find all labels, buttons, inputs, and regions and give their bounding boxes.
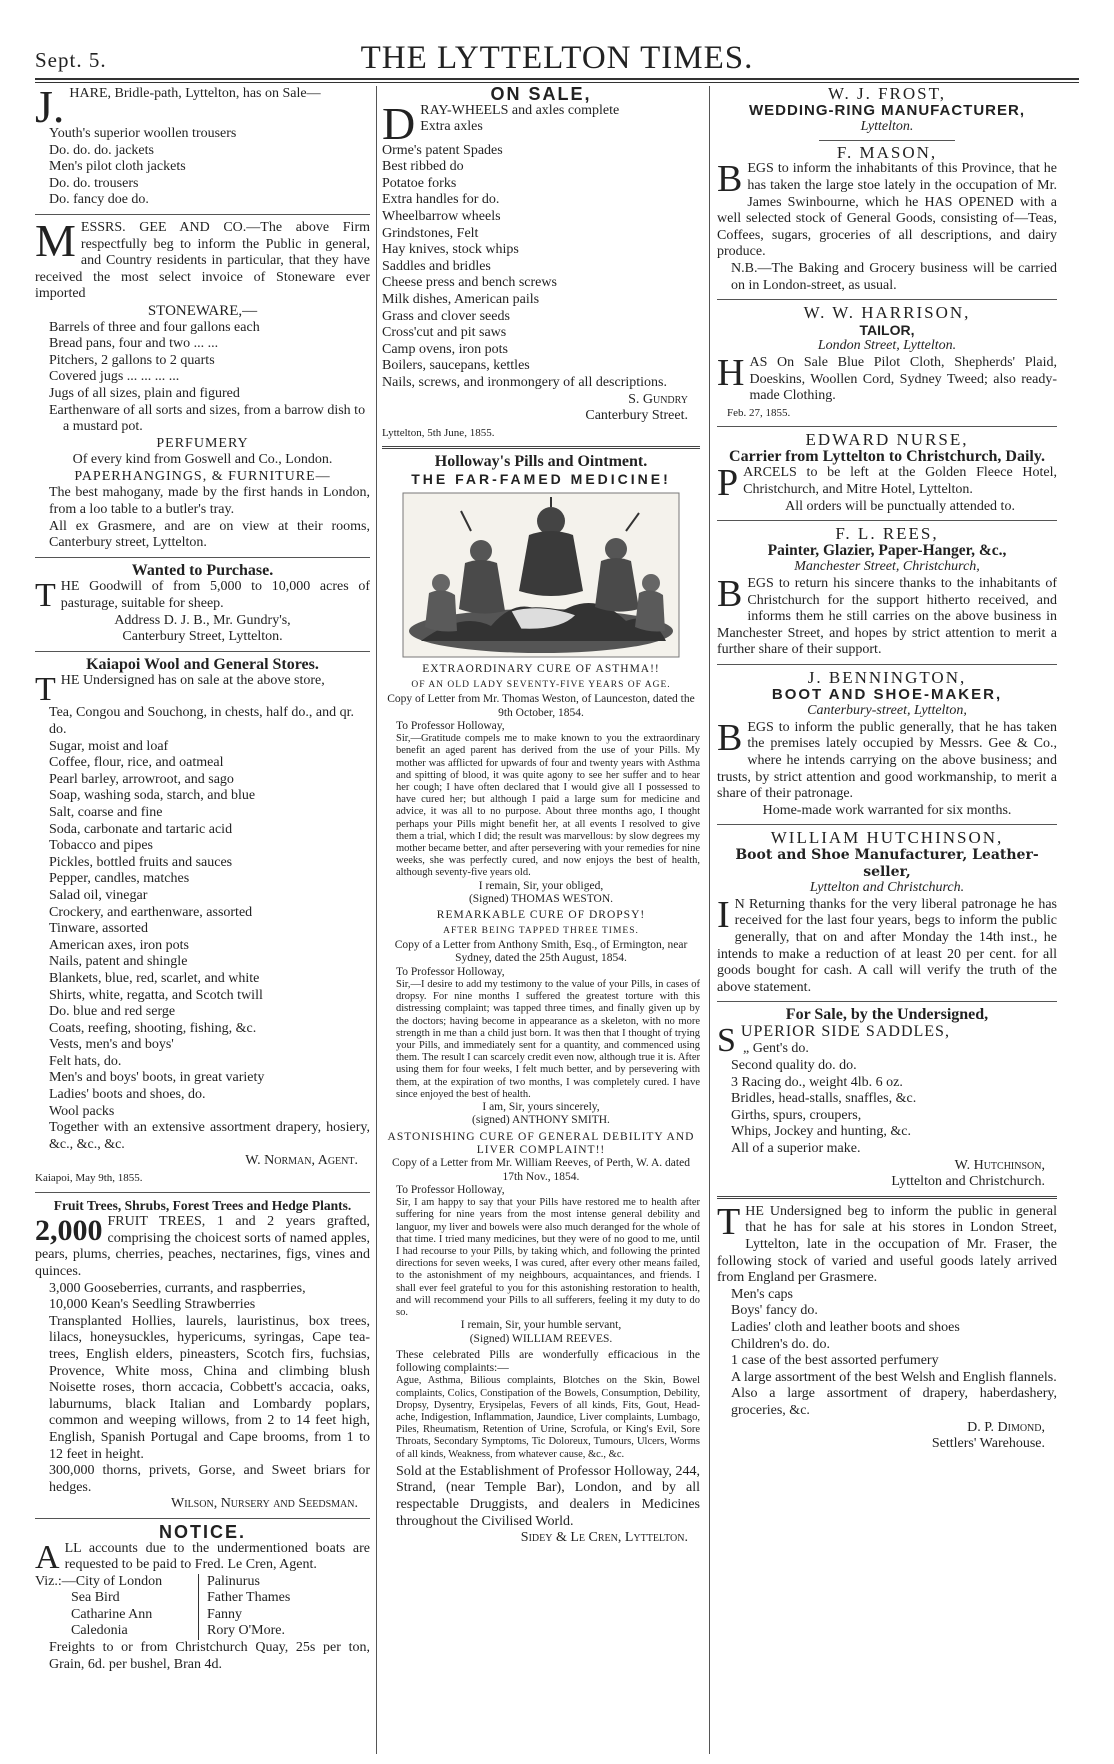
ad-divider [717, 824, 1057, 825]
list-item: Milk dishes, American pails [382, 291, 540, 307]
ad-divider [717, 664, 1057, 665]
ad-signature: Settlers' Warehouse. [931, 1436, 1045, 1452]
testimonial-subheading: OF AN OLD LADY SEVENTY-FIVE YEARS OF AGE. [411, 679, 671, 690]
list-item: All of a superior make. [731, 1141, 861, 1157]
testimonial-signature: (Signed) THOMAS WESTON. [468, 892, 614, 905]
ad-divider [717, 520, 1057, 521]
ad-text: 3,000 Gooseberries, currants, and raspberries, [49, 1280, 306, 1296]
column-divider [376, 86, 377, 1754]
advertiser-name: WILLIAM HUTCHINSON, [770, 828, 1004, 848]
list-item: Soda, carbonate and tartaric acid [49, 821, 233, 837]
advertiser-place: London Street, Lyttelton. [817, 338, 957, 354]
complaints-list: Ague, Asthma, Bilious complaints, Blotches on the Skin, Bowel complaints, Colics, Constipation of the Bowels, Consumption, Debility, Dropsy, Dysentry, Erysipelas, Fevers of all kinds, Fits, Gout, Head-ache, Indigestion, Inflammation, Jaundice, Liver complaints, Lumbago, Piles, Rheumatism, Retention of Urine, Scrofula, or King's Evil, Sore Throats, Secondary Symptoms, Tic Doloreux, Tumours, Ulcers, Worms of all kinds, Weakness, from whatever cause, &c., &c. [396, 1375, 700, 1460]
list-item: Tea, Congou and Souchong, in chests, half do., and qr. do. [49, 705, 355, 737]
ad-text: The best mahogany, made by the first hands in London, from a loo table to a butler's tray. [49, 485, 370, 518]
list-item: Hay knives, stock whips [382, 242, 519, 258]
list-item: Rory O'More. [207, 1623, 285, 1639]
ad-notice [35, 1521, 370, 1673]
ad-text: All ex Grasmere, and are on view at their rooms, Canterbury street, Lyttelton. [49, 518, 370, 551]
column-right [717, 86, 1057, 1756]
drop-cap: P [717, 462, 739, 505]
ad-text: A large assortment of the best Welsh and English flannels. [731, 1369, 1057, 1385]
list-item: American axes, iron pots [49, 937, 189, 953]
ad-divider [35, 651, 370, 652]
ad-text: ESSRS. GEE AND CO.—The above Firm respectfully beg to inform the Public in general, and Country residents in particular, that they have received the most select invoice of Stoneware ever imported [35, 219, 370, 302]
ad-signature: W. Norman, Agent. [245, 1153, 358, 1169]
ad-divider [382, 446, 700, 449]
list-item: 3 Racing do., weight 4lb. 6 oz. [731, 1074, 903, 1090]
ad-text: Address D. J. B., Mr. Gundry's, [114, 612, 291, 628]
ad-frost [717, 86, 1057, 136]
ad-divider [35, 1518, 370, 1519]
list-item: Nails, patent and shingle [49, 954, 188, 970]
drop-cap: J. [35, 86, 65, 132]
ad-divider [717, 1001, 1057, 1002]
drop-cap: B [717, 158, 743, 201]
advertiser-trade: WEDDING-RING MANUFACTURER, [749, 101, 1025, 119]
ad-text: RAY-WHEELS and axles complete [420, 102, 620, 118]
advertiser-trade: TAILOR, [859, 321, 915, 338]
advertiser-trade: BOOT AND SHOE-MAKER, [771, 685, 1003, 703]
testimonial-close: I remain, Sir, your humble servant, [460, 1319, 622, 1332]
ad-text: HARE, Bridle-path, Lyttelton, has on Sale— [69, 86, 321, 101]
ad-gee [35, 214, 370, 552]
list-item: Saddles and bridles [382, 258, 491, 274]
ad-signature: Lyttelton and Christchurch. [891, 1174, 1045, 1190]
ad-text: HE Undersigned has on sale at the above store, [60, 673, 325, 689]
ad-mason [717, 142, 1057, 294]
list-item: Coffee, flour, rice, and oatmeal [49, 755, 224, 771]
ad-nurse [717, 432, 1057, 515]
drop-cap: A [35, 1538, 60, 1576]
ad-heading: Holloway's Pills and Ointment. [434, 453, 648, 471]
list-item: Sea Bird [71, 1590, 120, 1606]
list-item: Cheese press and bench screws [382, 275, 557, 291]
list-item: Do. do. do. jackets [49, 142, 154, 158]
ad-date: Lyttelton, 5th June, 1855. [382, 426, 495, 439]
list-item: Shirts, white, regatta, and Scotch twill [49, 987, 263, 1003]
testimonial-close: I am, Sir, yours sincerely, [482, 1101, 600, 1114]
list-item: Wheelbarrow wheels [382, 208, 501, 224]
list-item: Pearl barley, arrowroot, and sago [49, 771, 234, 787]
ad-text: EGS to inform the public generally, that he has taken the premises lately occupied by Messrs. Gee & Co., where he intends carrying on the above business; and trusts, by strict attention and good workmanship, to merit a share of their patronage. [717, 719, 1057, 802]
ad-text: HE Goodwill of from 5,000 to 10,000 acres of pasturage, suitable for sheep. [60, 579, 370, 612]
drop-cap: H [717, 351, 745, 394]
ad-text: These celebrated Pills are wonderfully efficacious in the following complaints:— [396, 1348, 700, 1375]
ad-harrison [717, 305, 1057, 421]
ad-text: FRUIT TREES, 1 and 2 years grafted, comprising the choicest sorts of named apples, pears, plums, cherries, peaches, nectarines, figs, vines and quinces. [35, 1214, 370, 1279]
list-item: Ladies' boots and shoes, do. [49, 1087, 206, 1103]
advertiser-name: W. J. FROST, [828, 86, 946, 103]
advertiser-place: Lyttelton and Christchurch. [809, 880, 965, 896]
testimonial-letter: Sir,—Gratitude compels me to make known to you the extraordinary benefit an aged parent has derived from the use of your Pills. My mother was afflicted for upwards of four and twenty years with Asthma and spitting of blood, it was quite agony to see her suffer and to hear her cough; I have often declared that I would give all I possessed to have cured her; but although I paid a large sum for medicine and advice, it was all to no purpose. About three months ago, I thought perhaps your Pills might benefit her, at all events I resolved to give them a trial, which I did; the result was marvellous: by slow degrees my mother became better, and after persevering with your remedies for nine weeks, she was perfectly cured, and now enjoys the best of health, although seventy-five years old. [396, 733, 700, 879]
ad-text: N.B.—The Baking and Grocery business will be carried on in London-street, as usual. [731, 260, 1057, 293]
drop-cap: T [717, 1200, 741, 1243]
masthead-rule [35, 78, 1079, 83]
testimonial-letter: Sir, I am happy to say that your Pills have restored me to health after suffering for nine years from the most intense general debility and languor, my liver and bowels were also much deranged for the whole of that time. I tried many medicines, but they were of no good to me, until I had recourse to your Pills, by taking which, and following the printed directions for seven weeks, I was cured, after every other means failed, to the astonishment of my neighbours, acquaintances, and friends. I shall ever feel grateful to you for this astonishing restoration to health, and will recommend your Pills to all sufferers, feeling it my duty to do so. [396, 1197, 700, 1318]
list-item: Bread pans, four and two ... ... [49, 336, 219, 352]
testimonial-salutation: To Professor Holloway, [396, 719, 505, 732]
advertiser-place: Manchester Street, Christchurch, [794, 559, 980, 575]
ad-bennington [717, 670, 1057, 819]
ad-signature: Canterbury Street. [585, 408, 688, 424]
testimonial-source: Copy of Letter from Mr. Thomas Weston, of Launceston, dated the 9th October, 1854. [387, 693, 695, 719]
list-item: Fanny [207, 1606, 242, 1622]
ad-rees [717, 526, 1057, 659]
ad-text: Sold at the Establishment of Professor Holloway, 244, Strand, (near Temple Bar), London, and by all respectable Druggists, and dealers in Medicines throughout the Civilised World. [396, 1463, 700, 1529]
list-item: Girths, spurs, croupers, [731, 1107, 862, 1123]
list-item: Best ribbed do [382, 159, 464, 175]
list-item: Tinware, assorted [49, 921, 149, 937]
ad-subheading: THE FAR-FAMED MEDICINE! [411, 470, 671, 487]
list-item: Grass and clover seeds [382, 308, 510, 324]
list-item: Second quality do. do. [731, 1058, 857, 1074]
list-item: Soap, washing soda, starch, and blue [49, 788, 256, 804]
list-item: Jugs of all sizes, plain and figured [49, 385, 240, 401]
ad-heading: ON SALE, [490, 86, 592, 104]
ad-signature: D. P. Dimond, [967, 1419, 1045, 1435]
list-item: „ Gent's do. [743, 1041, 809, 1057]
ad-signature: S. Gundry [628, 391, 688, 407]
list-item: Whips, Jockey and hunting, &c. [731, 1124, 912, 1140]
ad-text: Also a large assortment of drapery, haberdashery, groceries, &c. [731, 1386, 1057, 1418]
list-item: Grindstones, Felt [382, 225, 479, 241]
drop-cap: S [717, 1021, 736, 1059]
testimonial-salutation: To Professor Holloway, [396, 1183, 505, 1196]
list-item: Coats, reefing, shooting, fishing, &c. [49, 1020, 257, 1036]
ad-text: Viz.:— [35, 1573, 76, 1589]
list-item: Caledonia [71, 1623, 128, 1639]
list-item: Salad oil, vinegar [49, 887, 148, 903]
list-item: Children's do. do. [731, 1336, 830, 1352]
ad-fruit-trees [35, 1198, 370, 1513]
drop-cap: T [35, 577, 56, 615]
list-item: Earthenware of all sorts and sizes, from a barrow dish to a mustard pot. [49, 402, 366, 435]
list-item: Vests, men's and boys' [49, 1037, 174, 1053]
ad-wanted [35, 563, 370, 646]
list-item: Blankets, blue, red, scarlet, and white [49, 970, 260, 986]
column-divider [709, 86, 710, 1754]
ad-divider [35, 214, 370, 215]
list-item: Ladies' cloth and leather boots and shoes [731, 1319, 960, 1335]
ad-kaiapoi [35, 657, 370, 1187]
advertiser-name: F. MASON, [836, 142, 938, 162]
ad-heading: Kaiapoi Wool and General Stores. [86, 655, 319, 673]
ad-subhead: PERFUMERY [156, 435, 249, 451]
drop-cap: T [35, 671, 56, 709]
testimonial-salutation: To Professor Holloway, [396, 965, 505, 978]
testimonial-heading: ASTONISHING CURE OF GENERAL DEBILITY AND LIVER COMPLAINT!! [387, 1130, 695, 1156]
list-item: Father Thames [207, 1590, 291, 1606]
ad-text: Of every kind from Goswell and Co., London. [72, 452, 333, 468]
list-item: Men's caps [731, 1286, 794, 1302]
ad-date: Feb. 27, 1855. [727, 406, 791, 419]
list-item: Salt, coarse and fine [49, 804, 163, 820]
ad-text: LL accounts due to the undermentioned boats are requested to be paid to Fred. Le Cren, Agent. [64, 1540, 370, 1573]
ad-divider [35, 1192, 370, 1193]
ad-divider [35, 557, 370, 558]
ad-on-sale [382, 86, 700, 441]
newspaper-title: THE LYTTELTON TIMES. [360, 40, 754, 76]
ad-signature: Sidey & Le Cren, Lyttelton. [520, 1530, 688, 1546]
advertiser-trade: Carrier from Lyttelton to Christchurch, Daily. [729, 447, 1045, 465]
drop-cap: M [35, 214, 76, 266]
testimonial-signature: (Signed) WILLIAM REEVES. [469, 1332, 613, 1345]
ad-divider [717, 299, 1057, 300]
ad-text: HE Undersigned beg to inform the public in general that he has for sale at his stores in London Street, Lyttelton, late in the occupation of Mr. Fraser, the following stock of varied and useful goods lately arrived from England per Grasmere. [717, 1203, 1057, 1286]
drop-cap: I [717, 893, 730, 936]
ad-subhead: STONEWARE,— [147, 302, 258, 319]
list-item: Do. fancy doe do. [49, 192, 149, 208]
advertiser-name: EDWARD NURSE, [805, 430, 969, 450]
list-item: Pickles, bottled fruits and sauces [49, 854, 233, 870]
ad-text: Together with an extensive assortment drapery, hosiery, &c., &c., &c. [49, 1120, 370, 1152]
ad-saddles [717, 1007, 1057, 1191]
testimonial-close: I remain, Sir, your obliged, [478, 879, 604, 892]
ad-text: Home-made work warranted for six months. [762, 802, 1012, 818]
holloway-engraving-illustration [401, 491, 681, 659]
testimonial-source: Copy of a Letter from Anthony Smith, Esq., of Ermington, near Sydney, dated the 25th August, 1854. [394, 939, 688, 965]
ad-hutchinson [717, 830, 1057, 996]
list-item: Orme's patent Spades [382, 142, 503, 158]
ad-text: Canterbury Street, Lyttelton. [122, 629, 283, 645]
ad-heading: Wanted to Purchase. [131, 561, 274, 579]
ad-heading: NOTICE. [158, 1521, 246, 1542]
advertiser-place: Lyttelton. [860, 119, 914, 135]
list-item: Camp ovens, iron pots [382, 341, 508, 357]
ad-text: UPERIOR SIDE SADDLES, [740, 1022, 950, 1040]
testimonial-source: Copy of a Letter from Mr. William Reeves, of Perth, W. A. dated 17th Nov., 1854. [392, 1157, 690, 1183]
ad-heading: For Sale, by the Undersigned, [785, 1006, 989, 1024]
ad-text: N Returning thanks for the very liberal patronage he has received for the last four years, begs to inform the public generally, that on and after Monday the 14th inst., he intends to make a reduction of at least 20 per cent. for all goods bought for cash. A call will verify the truth of the above statement. [717, 896, 1057, 995]
ad-text: 10,000 Kean's Seedling Strawberries [49, 1297, 256, 1313]
list-item: Pepper, candles, matches [49, 871, 190, 887]
advertiser-trade: Painter, Glazier, Paper-Hanger, &c., [767, 541, 1007, 559]
list-item: Boys' fancy do. [731, 1303, 818, 1319]
list-item: Catharine Ann [71, 1606, 153, 1622]
advertiser-name: F. L. REES, [835, 524, 939, 544]
list-item: Sugar, moist and loaf [49, 738, 169, 754]
ad-text: ARCELS to be left at the Golden Fleece Hotel, Christchurch, and Mitre Hotel, Lyttelton. [743, 465, 1057, 498]
list-item: Wool packs [49, 1103, 115, 1119]
ad-text: AS On Sale Blue Pilot Cloth, Shepherds' Plaid, Doeskins, Woollen Cord, Sydney Tweed; also ready-made Clothing. [749, 354, 1057, 404]
ad-text: All orders will be punctually attended to. [785, 498, 1015, 514]
list-item: Covered jugs ... ... ... ... [49, 369, 180, 385]
ad-divider [819, 140, 955, 141]
list-item: Crockery, and earthenware, assorted [49, 904, 253, 920]
testimonial-signature: (signed) ANTHONY SMITH. [472, 1114, 610, 1127]
ad-text: EGS to inform the inhabitants of this Province, that he has taken the large stoe lately in the occupation of Mr. James Swinbourne, which he HAS OPENED with a well selected stock of General Goods, consisting of—Teas, Coffees, sugars, groceries of all descriptions, and dairy produce. [717, 161, 1057, 260]
testimonial-letter: Sir,—I desire to add my testimony to the value of your Pills, in cases of dropsy. For nine months I suffered the greatest torture with this distressing complaint; was tapped three times, and finally given up by the doctors; having become in appearance as a skeleton, with no more strength in me than a child just born. It was then that I thought of trying your Pills, and immediately sent for a quantity, and commenced using them. The result I can scarcely credit even now, although true it is. After using them for four weeks, I felt much better, and by persevering with them, at the expiration of two months, I was completely cured. I have since enjoyed the best of health. [396, 979, 700, 1100]
list-item: Boilers, saucepans, kettles [382, 358, 530, 374]
list-item: Do. do. trousers [49, 175, 139, 191]
boats-list [35, 1574, 370, 1640]
list-item: Men's and boys' boots, in great variety [49, 1070, 265, 1086]
list-item: Bridles, head-stalls, snaffles, &c. [731, 1091, 917, 1107]
list-item: Tobacco and pipes [49, 838, 153, 854]
ad-text: Freights to or from Christchurch Quay, 25s per ton, Grain, 6d. per bushel, Bran 4d. [49, 1640, 370, 1672]
ad-divider [717, 1196, 1057, 1199]
ad-hare [35, 86, 370, 209]
column-middle [382, 86, 700, 1756]
list-item: Nails, screws, and ironmongery of all descriptions. [382, 374, 667, 390]
ad-heading: Fruit Trees, Shrubs, Forest Trees and Hedge Plants. [53, 1197, 352, 1213]
ad-dimond [717, 1200, 1057, 1453]
drop-cap: D [382, 97, 416, 149]
ad-subhead: PAPERHANGINGS, & FURNITURE— [74, 468, 331, 484]
list-item: Do. blue and red serge [49, 1004, 176, 1020]
list-item: Extra axles [420, 119, 483, 135]
issue-date: Sept. 5. [35, 48, 107, 72]
drop-cap: B [717, 573, 743, 616]
list-item: Cross'cut and pit saws [382, 325, 507, 341]
ad-holloway [382, 454, 700, 1547]
testimonial-subheading: AFTER BEING TAPPED THREE TIMES. [443, 925, 639, 936]
advertiser-place: Canterbury-street, Lyttelton, [807, 703, 967, 719]
advertiser-trade: Boot and Shoe Manufacturer, Leather-seller, [735, 846, 1039, 880]
ad-text: Transplanted Hollies, laurels, lauristinus, box trees, lilacs, honeysuckles, hypericums, syringas, Cape tea-trees, English elders, pineasters, Scotch firs, fuchsias, Provence, White moss, China and climbing blush Noisette roses, thorn accacia, Cobbett's accacia, oaks, laburnums, black Italian and Lombardy poplars, common and weeping willows, from 2 to 14 feet high, English, Spanish Portugal and Cape brooms, from 1 to 12 feet in height. [49, 1313, 370, 1462]
drop-cap: B [717, 716, 743, 759]
list-item: Felt hats, do. [49, 1053, 122, 1069]
column-left [35, 86, 370, 1756]
testimonial-heading: EXTRAORDINARY CURE OF ASTHMA!! [422, 663, 660, 676]
advertiser-name: J. BENNINGTON, [807, 668, 967, 687]
ad-divider [717, 426, 1057, 427]
list-item: Youth's superior woollen trousers [49, 126, 237, 141]
ad-text: 300,000 thorns, privets, Gorse, and Sweet briars for hedges. [49, 1463, 370, 1495]
drop-cap: 2,000 [35, 1214, 103, 1248]
list-item: Pitchers, 2 gallons to 2 quarts [49, 352, 215, 368]
list-item: Barrels of three and four gallons each [49, 319, 260, 335]
testimonial-heading: REMARKABLE CURE OF DROPSY! [436, 909, 646, 922]
list-item: Potatoe forks [382, 175, 457, 191]
ad-signature: W. Hutchinson, [954, 1157, 1045, 1173]
masthead [35, 30, 1079, 78]
list-item: Palinurus [207, 1573, 260, 1589]
advertiser-name: W. W. HARRISON, [803, 303, 971, 323]
ad-date: Kaiapoi, May 9th, 1855. [35, 1172, 143, 1185]
ad-text: EGS to return his sincere thanks to the inhabitants of Christchurch for the support hitherto received, and informs them he still carries on the above business in Manchester Street, and hopes by strict attention to merit a further share of their support. [717, 576, 1057, 658]
list-item: Extra handles for do. [382, 192, 500, 208]
ad-signature: Wilson, Nursery and Seedsman. [171, 1496, 358, 1512]
list-item: City of London [75, 1573, 163, 1589]
list-item: 1 case of the best assorted perfumery [731, 1353, 939, 1369]
list-item: Men's pilot cloth jackets [49, 159, 186, 175]
